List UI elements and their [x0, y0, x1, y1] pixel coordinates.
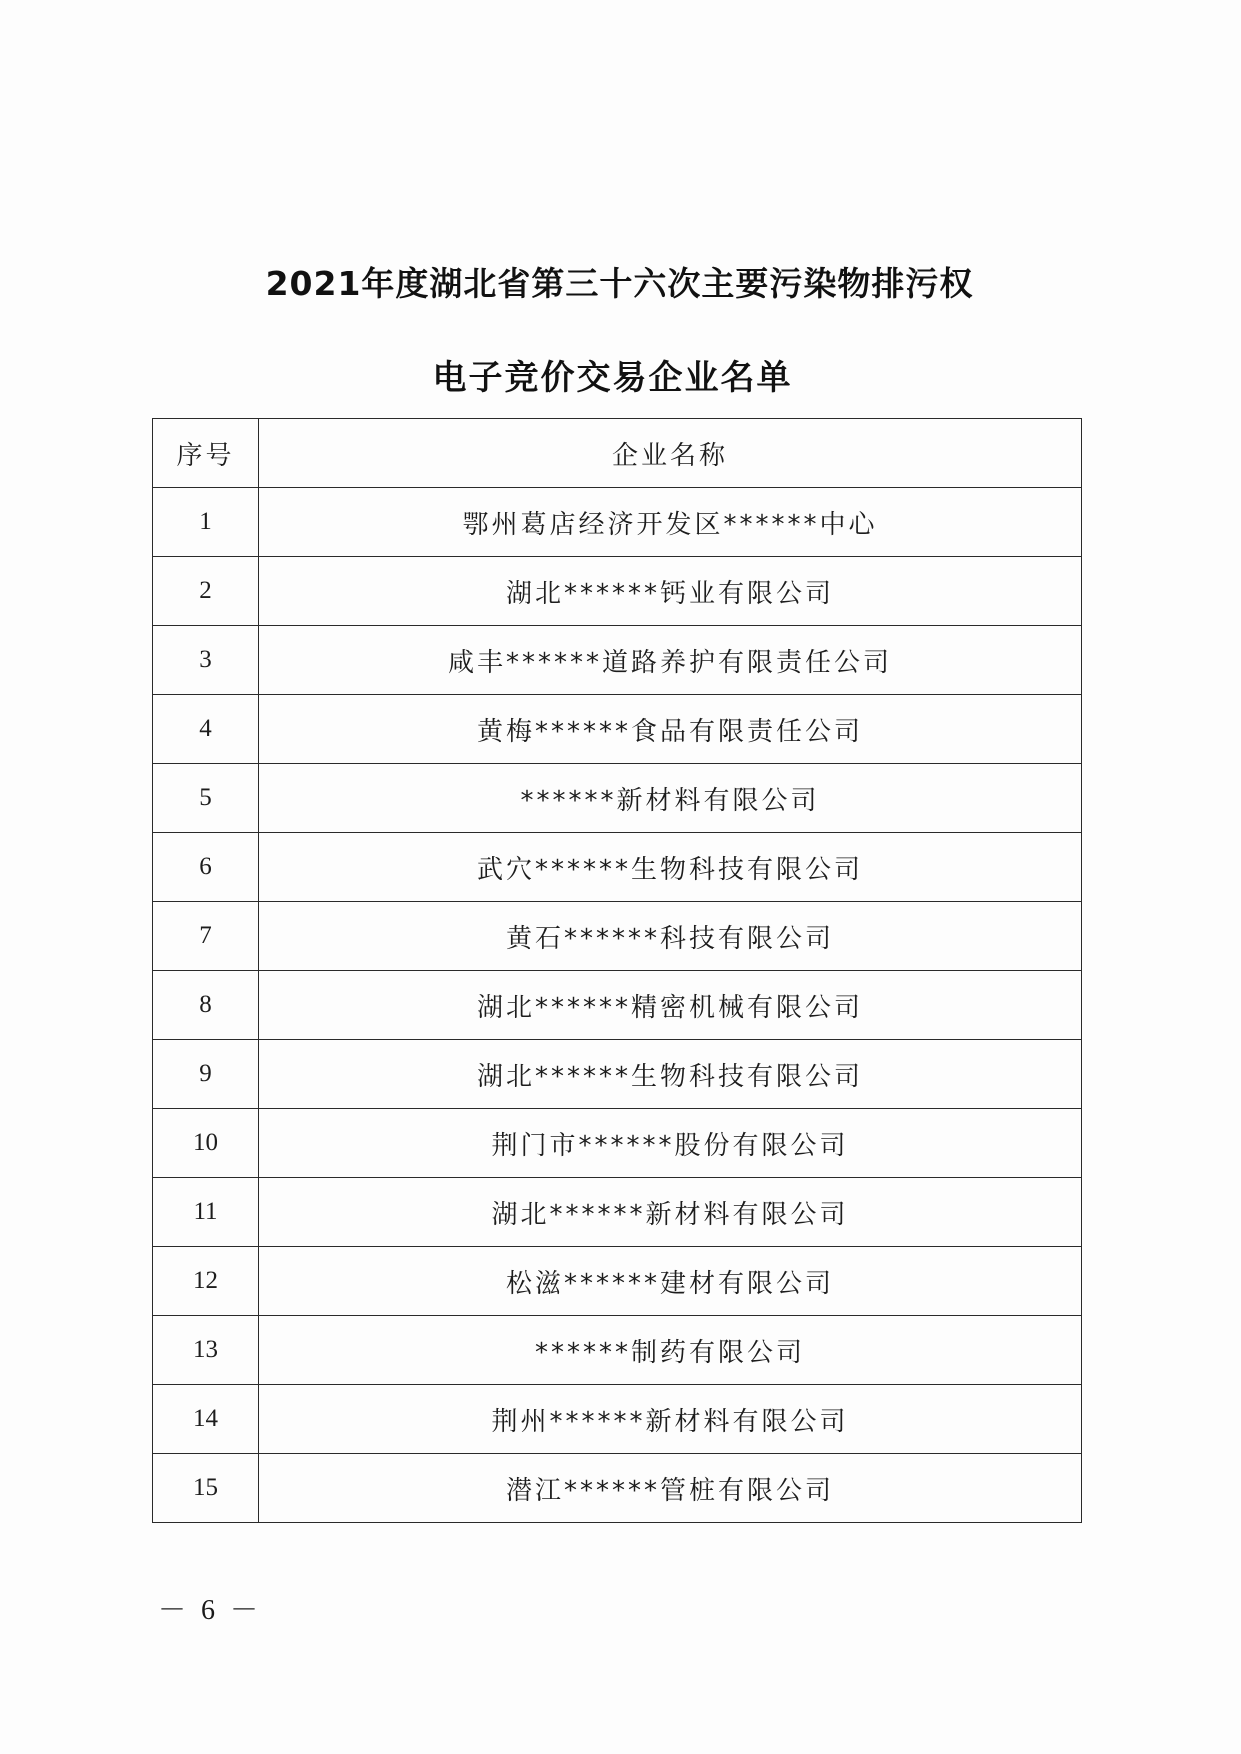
row-serial-number: 3: [153, 626, 259, 695]
row-enterprise-name: 鄂州葛店经济开发区******中心: [259, 488, 1082, 557]
table-header-row: [153, 419, 1082, 488]
row-enterprise-name: 黄石******科技有限公司: [259, 902, 1082, 971]
table-row: [153, 695, 1082, 764]
row-enterprise-name: 潜江******管桩有限公司: [259, 1454, 1082, 1523]
table-row: [153, 833, 1082, 902]
table-row: [153, 557, 1082, 626]
table-row: [153, 1316, 1082, 1385]
table-row: [153, 626, 1082, 695]
row-enterprise-name: 咸丰******道路养护有限责任公司: [259, 626, 1082, 695]
row-serial-number: 8: [153, 971, 259, 1040]
document-title-line-2: 电子竞价交易企业名单: [432, 358, 793, 398]
row-enterprise-name: 湖北******钙业有限公司: [259, 557, 1082, 626]
row-serial-number: 14: [153, 1385, 259, 1454]
row-enterprise-name: ******制药有限公司: [259, 1316, 1082, 1385]
page-number: － 6 －: [158, 1595, 263, 1626]
row-enterprise-name: 湖北******新材料有限公司: [259, 1178, 1082, 1247]
table-row: [153, 488, 1082, 557]
header-serial-number: 序号: [153, 419, 259, 488]
row-enterprise-name: 湖北******生物科技有限公司: [259, 1040, 1082, 1109]
table-row: [153, 971, 1082, 1040]
row-enterprise-name: 湖北******精密机械有限公司: [259, 971, 1082, 1040]
row-enterprise-name: 武穴******生物科技有限公司: [259, 833, 1082, 902]
row-serial-number: 11: [153, 1178, 259, 1247]
table-row: [153, 1385, 1082, 1454]
table-row: [153, 1109, 1082, 1178]
row-serial-number: 1: [153, 488, 259, 557]
table-row: [153, 1178, 1082, 1247]
enterprise-table: [152, 418, 1082, 1523]
table-row: [153, 902, 1082, 971]
row-serial-number: 13: [153, 1316, 259, 1385]
row-enterprise-name: 松滋******建材有限公司: [259, 1247, 1082, 1316]
row-enterprise-name: 黄梅******食品有限责任公司: [259, 695, 1082, 764]
row-serial-number: 6: [153, 833, 259, 902]
row-enterprise-name: ******新材料有限公司: [259, 764, 1082, 833]
row-serial-number: 15: [153, 1454, 259, 1523]
table-row: [153, 764, 1082, 833]
table-row: [153, 1454, 1082, 1523]
table-row: [153, 1247, 1082, 1316]
row-serial-number: 2: [153, 557, 259, 626]
row-serial-number: 10: [153, 1109, 259, 1178]
row-serial-number: 7: [153, 902, 259, 971]
row-enterprise-name: 荆州******新材料有限公司: [259, 1385, 1082, 1454]
row-serial-number: 12: [153, 1247, 259, 1316]
row-serial-number: 5: [153, 764, 259, 833]
header-enterprise-name: 企业名称: [259, 419, 1082, 488]
document-title-line-1: 2021年度湖北省第三十六次主要污染物排污权: [265, 264, 974, 303]
row-enterprise-name: 荆门市******股份有限公司: [259, 1109, 1082, 1178]
table-row: [153, 1040, 1082, 1109]
row-serial-number: 4: [153, 695, 259, 764]
row-serial-number: 9: [153, 1040, 259, 1109]
